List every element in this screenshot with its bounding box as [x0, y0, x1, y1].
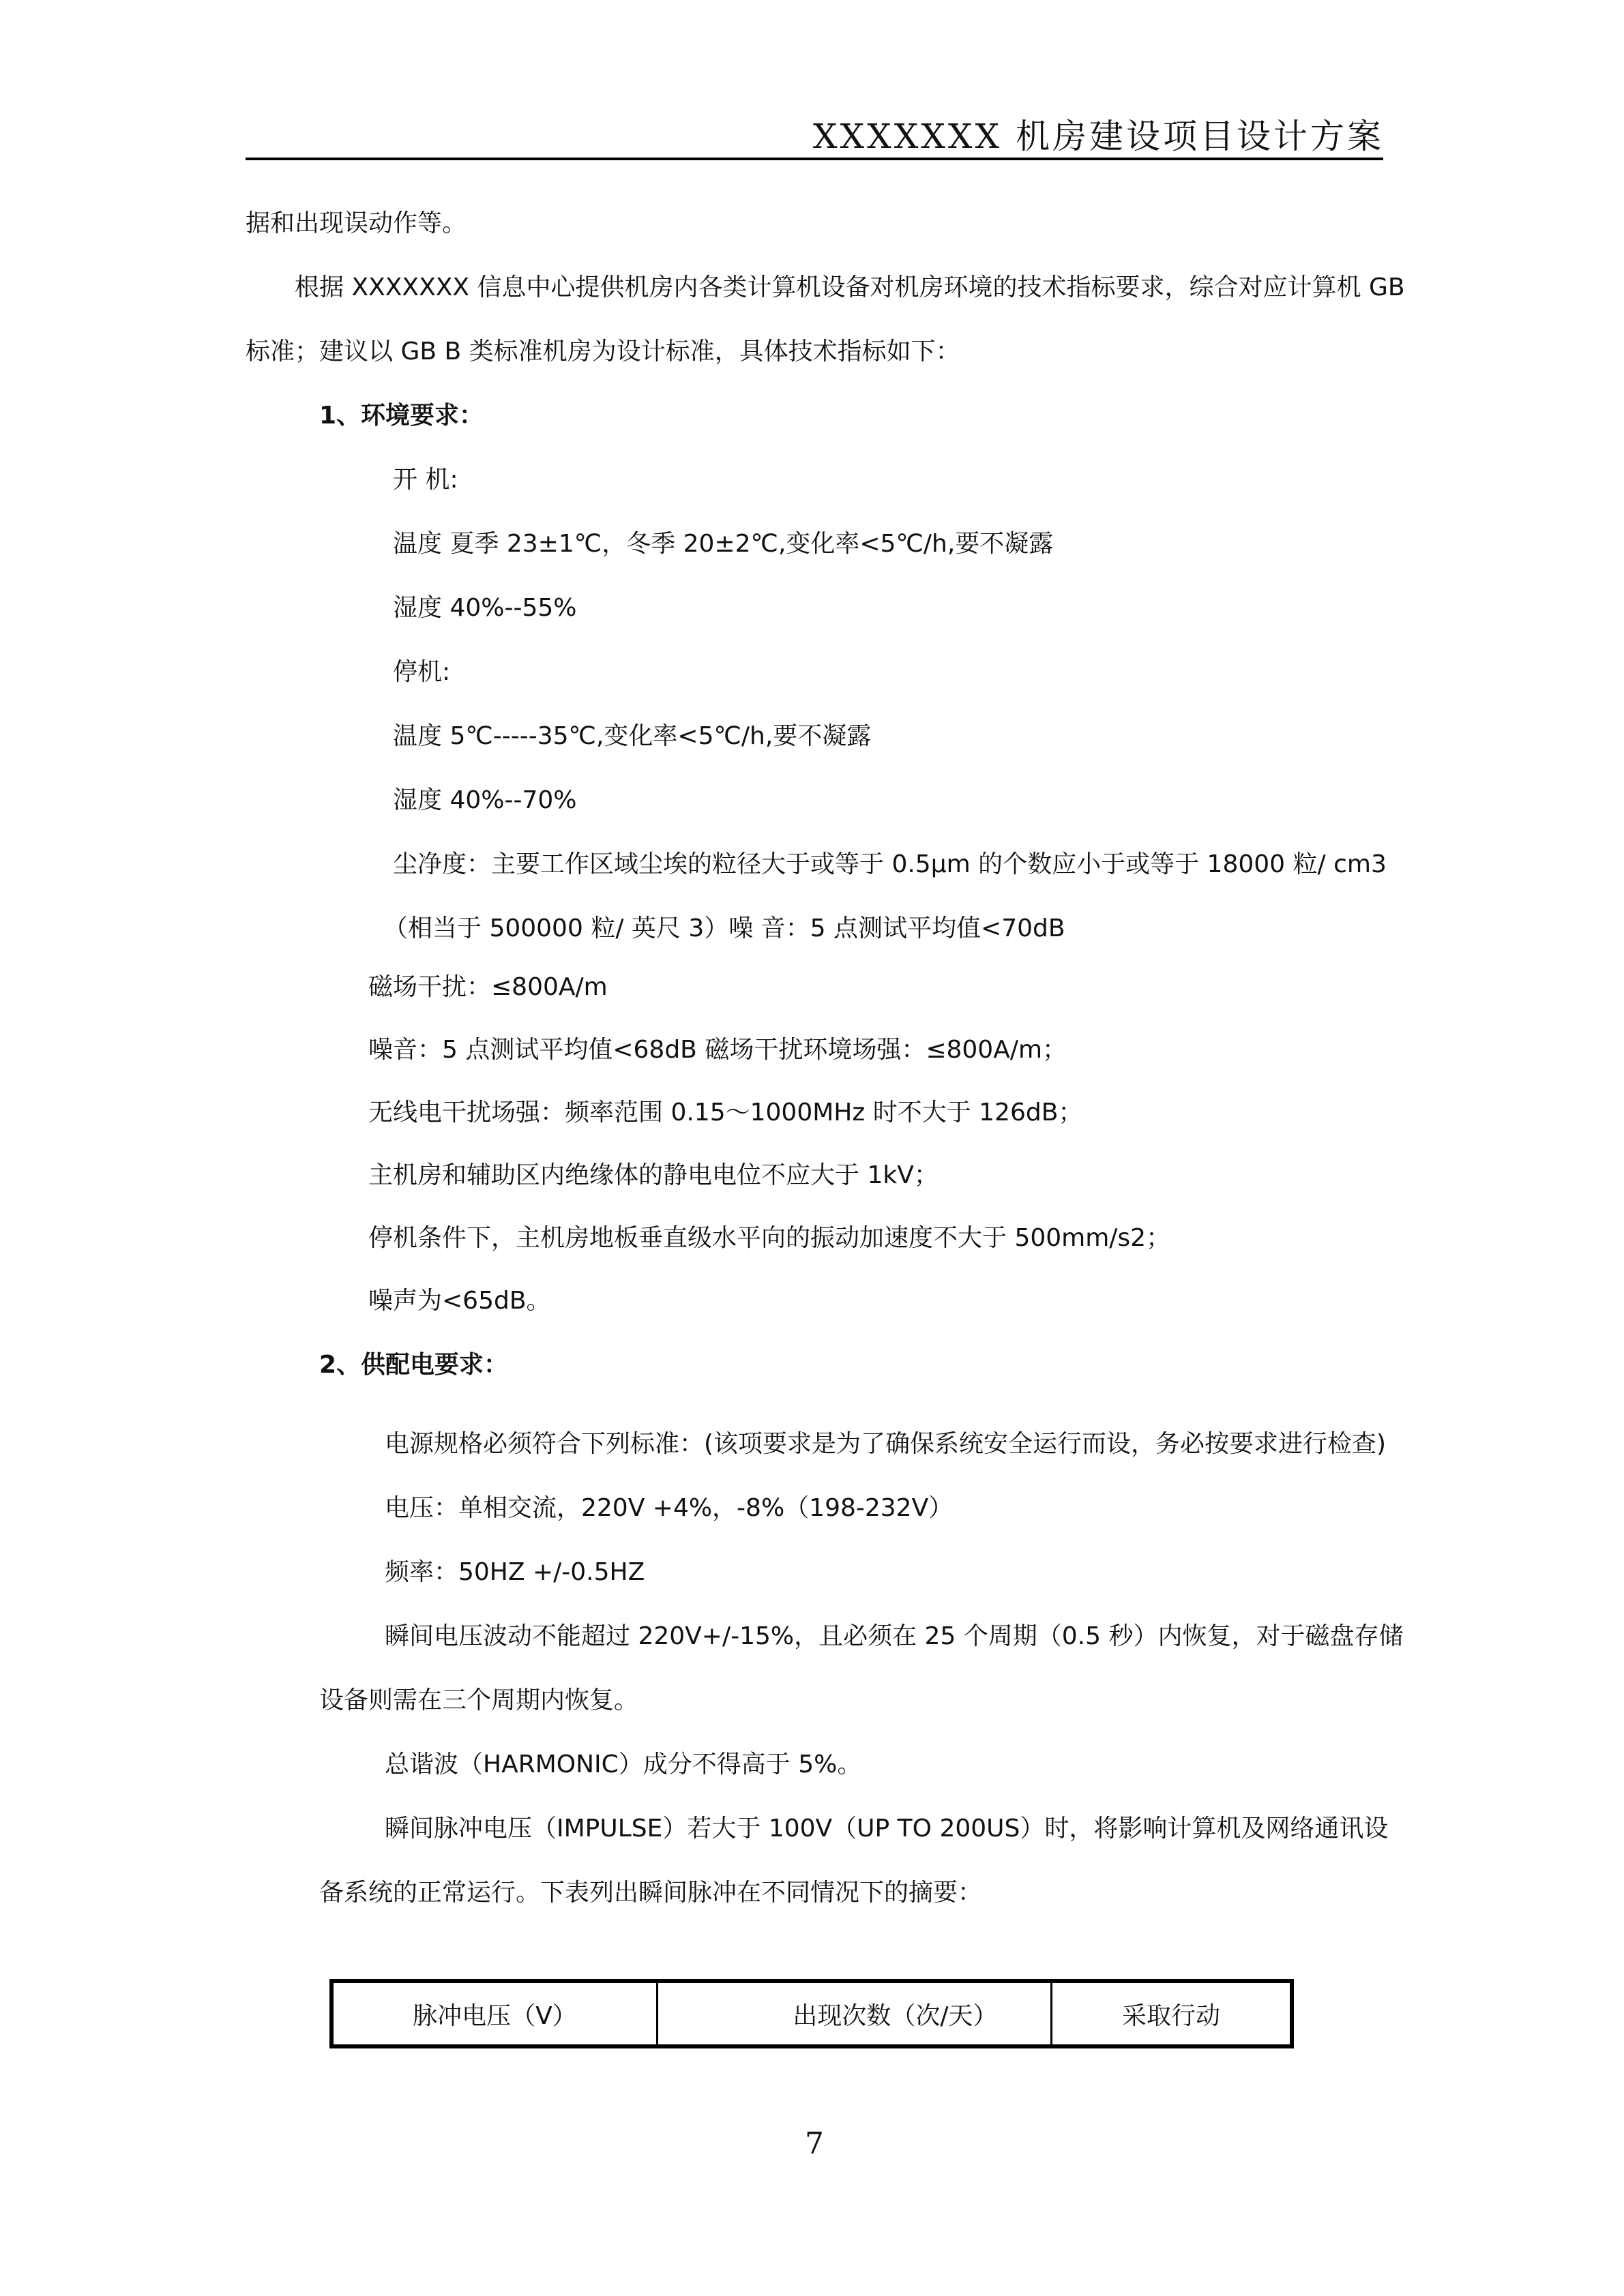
noise-magnetic-line: 噪音：5 点测试平均值<68dB 磁场干扰环境场强：≤800A/m；	[368, 1036, 1067, 1064]
noise-limit: 噪声为<65dB。	[368, 1287, 551, 1315]
section-1-heading: 1、环境要求：	[319, 402, 484, 430]
power-off-humidity: 湿度 40%--70%	[393, 786, 577, 814]
table-header-action: 采取行动	[1121, 2001, 1220, 2030]
impulse-voltage-line-1: 瞬间脉冲电压（IMPULSE）若大于 100V（UP TO 200US）时，将影响计算机及网络通讯设	[385, 1815, 1389, 1843]
table-header-pulse-voltage: 脉冲电压（V）	[334, 1983, 658, 2044]
power-on-temperature: 温度 夏季 23±1℃，冬季 20±2℃,变化率<5℃/h,要不凝露	[393, 530, 1054, 558]
power-on-humidity: 湿度 40%--55%	[393, 594, 577, 622]
table-header-occurrences: 出现次数（次/天）	[658, 1983, 1052, 2044]
radio-interference: 无线电干扰场强：频率范围 0.15～1000MHz 时不大于 126dB；	[368, 1099, 1083, 1127]
voltage-fluctuation-line-2: 设备则需在三个周期内恢复。	[319, 1686, 639, 1714]
power-off-temperature: 温度 5℃-----35℃,变化率<5℃/h,要不凝露	[393, 722, 872, 750]
voltage-spec: 电压：单相交流，220V +4%，-8%（198-232V）	[385, 1494, 954, 1522]
magnetic-interference: 磁场干扰：≤800A/m	[368, 973, 608, 1001]
intro-paragraph-line-1: 根据 XXXXXXX 信息中心提供机房内各类计算机设备对机房环境的技术指标要求，综合对应计算机 GB	[295, 273, 1405, 301]
intro-paragraph-line-2: 标准；建议以 GB B 类标准机房为设计标准，具体技术指标如下：	[246, 338, 960, 366]
continuation-text: 据和出现误动作等。	[246, 209, 467, 237]
power-off-label: 停机:	[393, 658, 451, 686]
section-2-heading: 2、供配电要求：	[319, 1351, 509, 1379]
impulse-voltage-line-2: 备系统的正常运行。下表列出瞬间脉冲在不同情况下的摘要：	[319, 1879, 983, 1907]
header-divider	[246, 158, 1383, 160]
voltage-fluctuation-line-1: 瞬间电压波动不能超过 220V+/-15%，且必须在 25 个周期（0.5 秒）内恢复，对于磁盘存储	[385, 1622, 1404, 1650]
power-on-label: 开 机:	[393, 466, 458, 494]
power-standard-note: 电源规格必须符合下列标准：(该项要求是为了确保系统安全运行而设，务必按要求进行检查)	[385, 1430, 1387, 1458]
page-number: 7	[805, 2126, 824, 2161]
frequency-spec: 频率：50HZ +/-0.5HZ	[385, 1558, 645, 1586]
harmonic-spec: 总谐波（HARMONIC）成分不得高于 5%。	[385, 1750, 862, 1778]
floor-vibration: 停机条件下，主机房地板垂直级水平向的振动加速度不大于 500mm/s2；	[368, 1224, 1171, 1252]
dust-cleanliness-line-2: （相当于 500000 粒/ 英尺 3）噪 音：5 点测试平均值<70dB	[383, 914, 1065, 942]
running-header-title: XXXXXXX 机房建设项目设计方案	[812, 117, 1384, 156]
dust-cleanliness-line-1: 尘净度：主要工作区域尘埃的粒径大于或等于 0.5μm 的个数应小于或等于 18000 粒/ cm3	[393, 850, 1387, 878]
static-potential: 主机房和辅助区内绝缘体的静电电位不应大于 1kV；	[368, 1161, 939, 1189]
impulse-summary-table	[329, 1979, 1294, 2048]
